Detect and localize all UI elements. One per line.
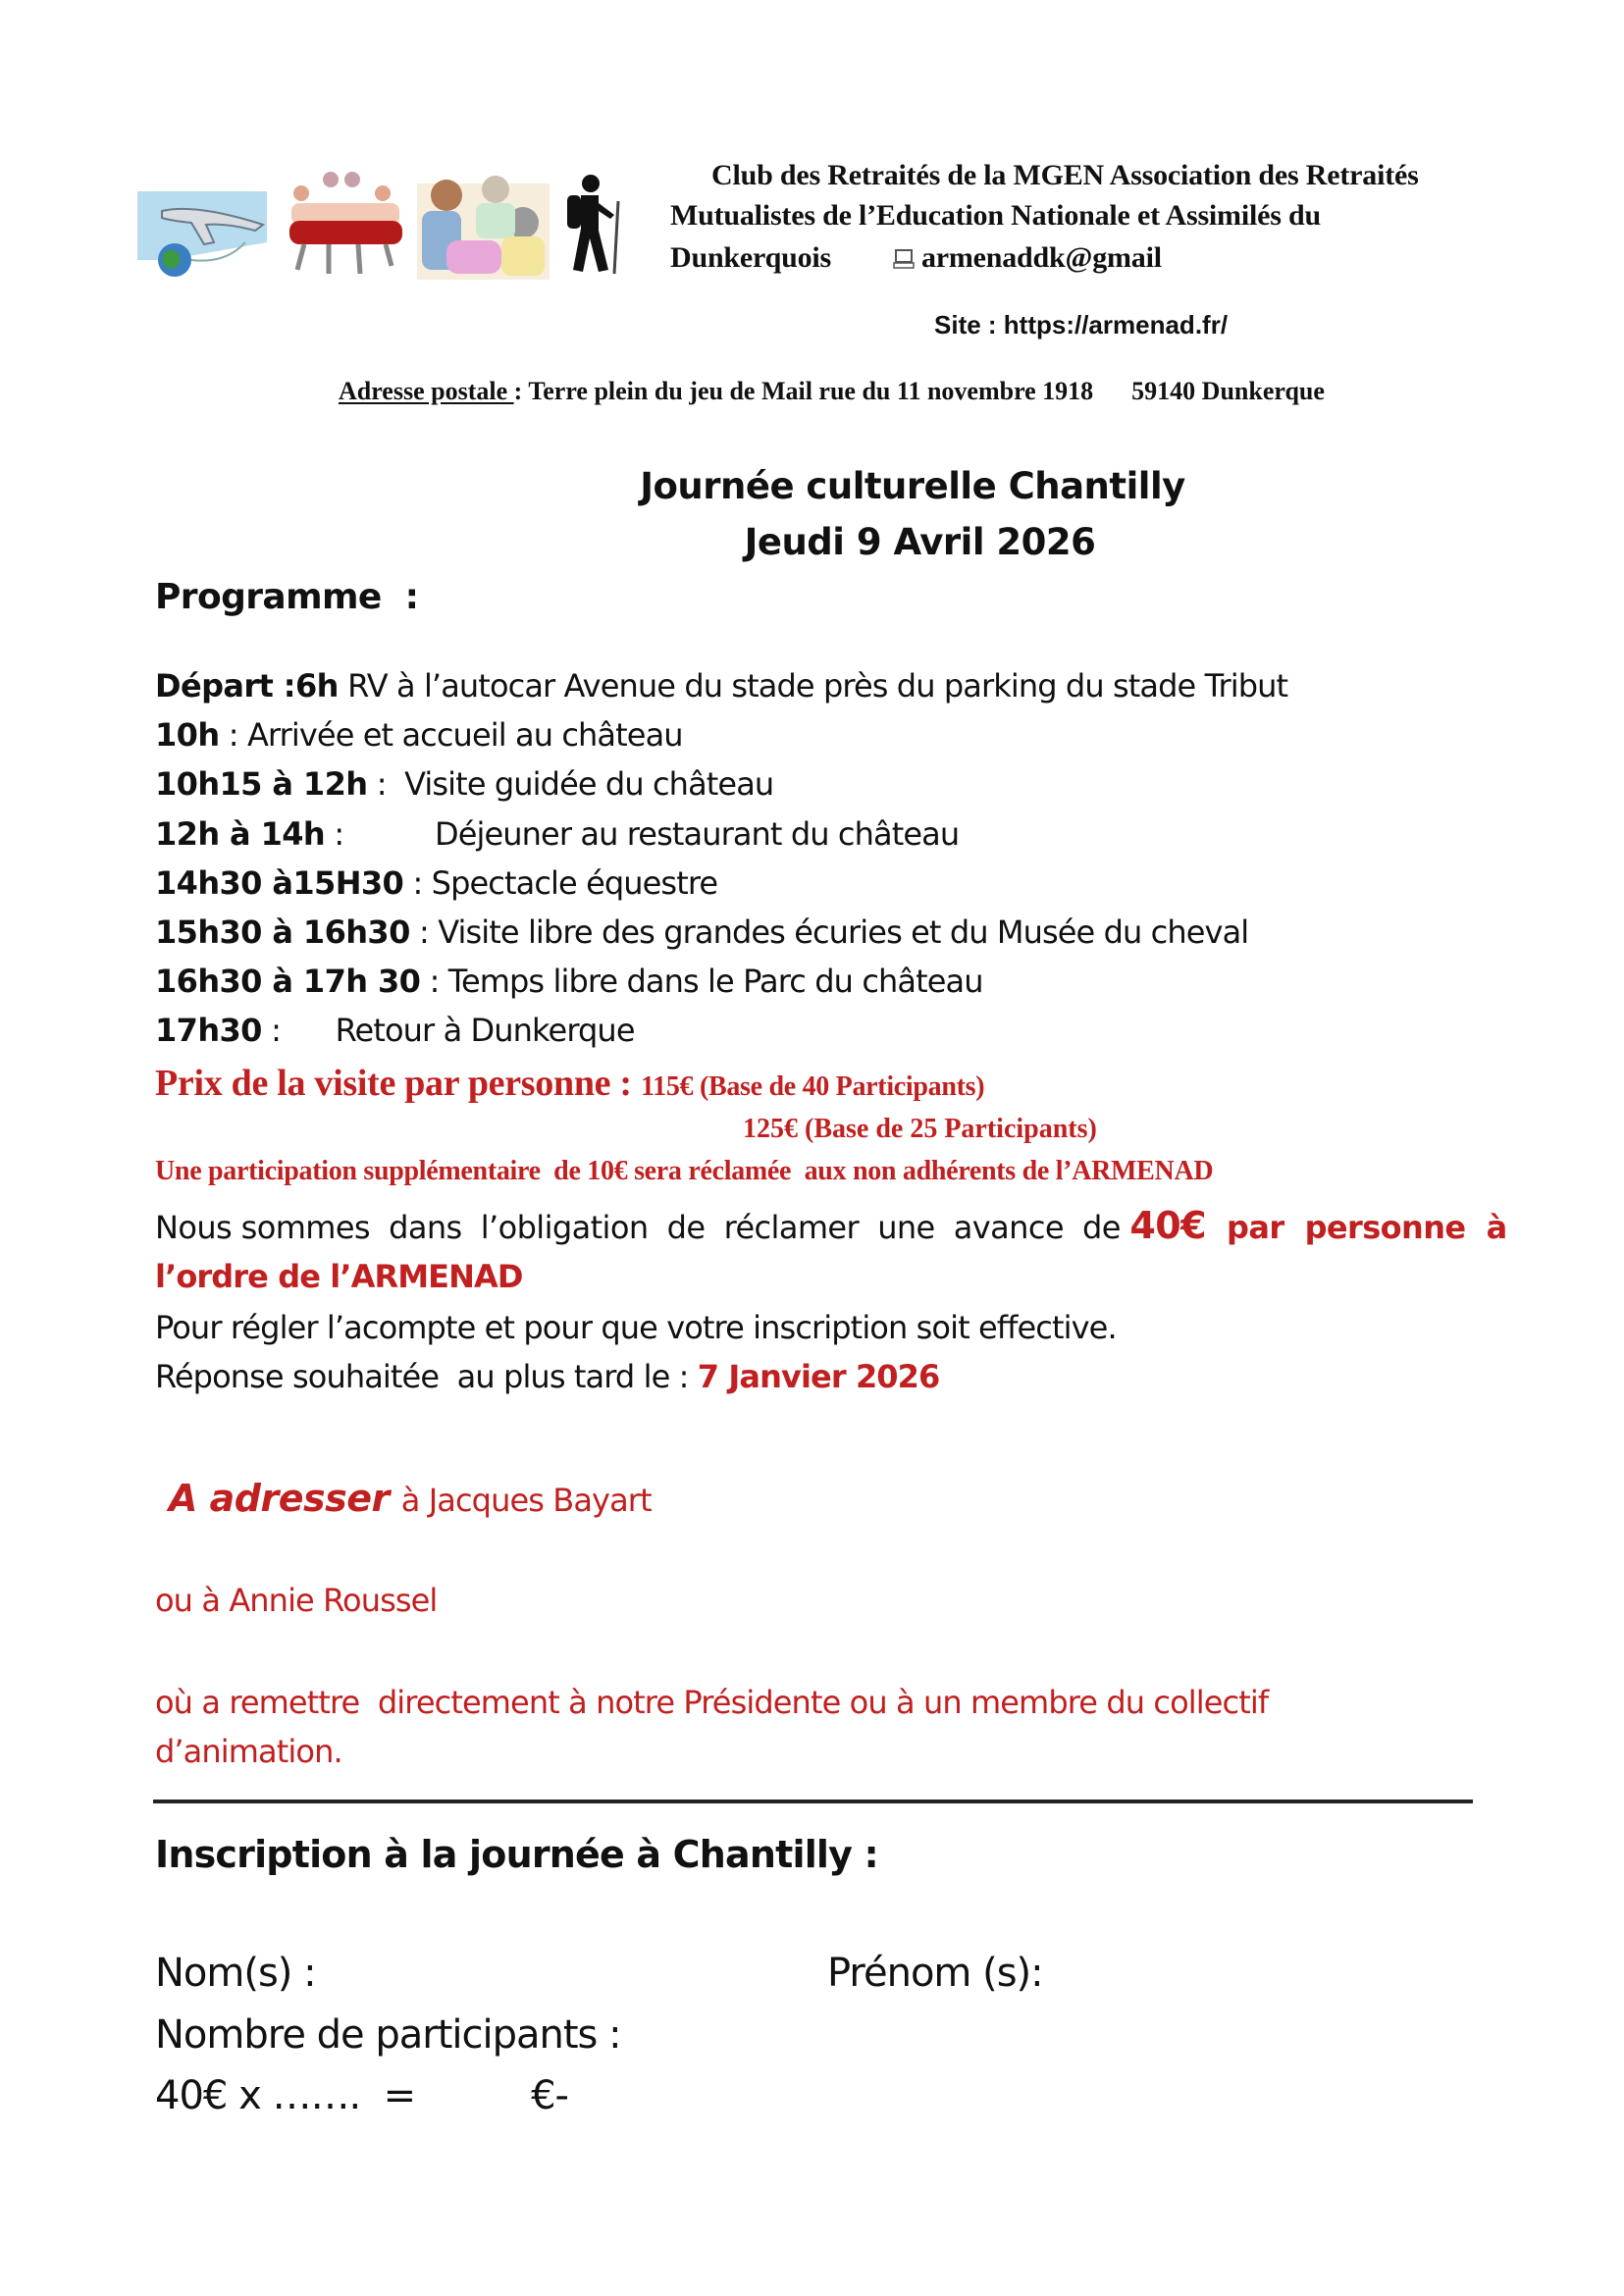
schedule-item: 10h15 à 12h : Visite guidée du château xyxy=(155,765,774,803)
alt-delivery-line-2: d’animation. xyxy=(155,1733,342,1770)
alt-delivery-line-1: où a remettre directement à notre Présidente ou à un membre du collectif xyxy=(155,1684,1269,1721)
address-value: : Terre plein du jeu de Mail rue du 11 novembre 1918 59140 Dunkerque xyxy=(513,377,1325,405)
header-line-3 xyxy=(670,241,1162,275)
deposit-payee: l’ordre de l’ARMENAD xyxy=(155,1258,523,1295)
deposit-amount: 40€ xyxy=(1129,1204,1206,1247)
firstname-field-label[interactable]: Prénom (s): xyxy=(827,1951,1043,1996)
schedule-item: 16h30 à 17h 30 : Temps libre dans le Parc du château xyxy=(155,963,983,1000)
reply-deadline: Réponse souhaitée au plus tard le : 7 Janvier 2026 xyxy=(155,1358,940,1395)
supplement-note: Une participation supplémentaire de 10€ sera réclamée aux non adhérents de l’ARMENAD xyxy=(155,1156,1214,1186)
airplane-globe-icon xyxy=(137,174,267,280)
address-label: Adresse postale xyxy=(339,377,514,405)
schedule-item: 15h30 à 16h30 : Visite libre des grandes écuries et du Musée du cheval xyxy=(155,913,1249,951)
header-line-1: Club des Retraités de la MGEN Association des Retraités xyxy=(711,159,1419,191)
header-line-2: Mutualistes de l’Education Nationale et Assimilés du xyxy=(670,199,1321,232)
send-to-line xyxy=(169,1477,652,1520)
computer-icon xyxy=(893,249,915,269)
price-label: Prix de la visite par personne : xyxy=(155,1063,641,1104)
registration-heading: Inscription à la journée à Chantilly : xyxy=(155,1833,878,1876)
schedule-item: 17h30 : Retour à Dunkerque xyxy=(155,1012,635,1049)
schedule-item: 12h à 14h : Déjeuner au restaurant du château xyxy=(155,815,960,853)
schedule-item: 14h30 à15H30 : Spectacle équestre xyxy=(155,864,718,902)
price-25: 125€ (Base de 25 Participants) xyxy=(743,1114,1097,1144)
send-to-label: A adresser xyxy=(169,1477,390,1520)
price-line xyxy=(155,1062,984,1105)
website-link[interactable]: Site : https://armenad.fr/ xyxy=(934,310,1229,339)
seniors-group-icon xyxy=(417,164,550,280)
schedule-item: 10h : Arrivée et accueil au château xyxy=(155,716,683,754)
programme-heading: Programme : xyxy=(155,577,419,617)
deposit-line: Nous sommes dans l’obligation de réclamer une avance de 40€ par personne à xyxy=(155,1204,1507,1247)
schedule-item: Départ :6h RV à l’autocar Avenue du stade près du parking du stade Tribut xyxy=(155,667,1288,704)
postal-address xyxy=(339,377,1325,406)
cut-line-divider xyxy=(153,1800,1473,1803)
event-title: Journée culturelle Chantilly xyxy=(640,465,1185,507)
logo-strip xyxy=(137,162,628,285)
org-city: Dunkerquois xyxy=(670,241,831,274)
participants-field-label[interactable]: Nombre de participants : xyxy=(155,2012,621,2058)
name-field-label[interactable]: Nom(s) : xyxy=(155,1951,316,1996)
reply-date: 7 Janvier 2026 xyxy=(697,1358,940,1395)
send-to-person-2: ou à Annie Roussel xyxy=(155,1582,438,1619)
email-link[interactable]: armenaddk@gmail xyxy=(920,241,1162,274)
hiker-icon xyxy=(559,172,628,278)
calc-label: 40€ x ……. = xyxy=(155,2073,416,2118)
total-calculation xyxy=(155,2073,568,2118)
event-date: Jeudi 9 Avril 2026 xyxy=(744,521,1096,563)
dancers-icon xyxy=(280,164,412,280)
send-to-person-1: à Jacques Bayart xyxy=(400,1482,652,1519)
deposit-purpose: Pour régler l’acompte et pour que votre inscription soit effective. xyxy=(155,1309,1117,1346)
price-40: 115€ (Base de 40 Participants) xyxy=(640,1071,985,1102)
calc-result: €- xyxy=(531,2073,568,2118)
